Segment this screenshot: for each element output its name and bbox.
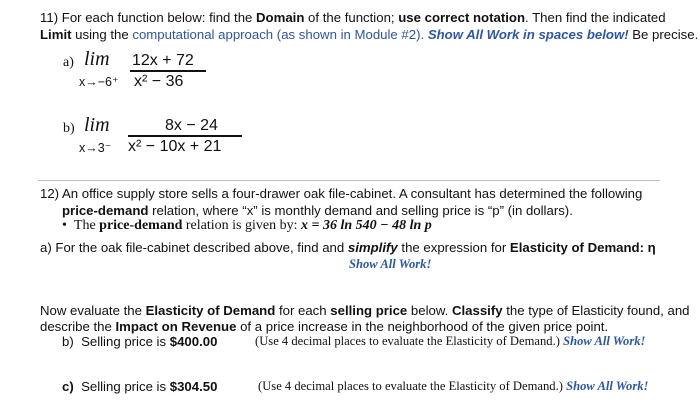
q11b-approach: x→3⁻ xyxy=(79,141,112,155)
q12-eval-line xyxy=(40,302,690,319)
q11a-fraction-bar xyxy=(130,70,206,72)
q12-impact-bold: Impact on Revenue xyxy=(115,319,237,334)
q11-show-work: Show All Work in spaces below! xyxy=(427,27,629,42)
q12-simplify-bold: simplify xyxy=(347,240,398,255)
q12-text: relation is given by: xyxy=(182,218,301,233)
q11b-lim: lim xyxy=(84,114,110,136)
q11a-denominator: x² − 36 xyxy=(134,73,184,90)
q12-text: An office supply store sells a four-drawer oak file-cabinet. A consultant has determined the following xyxy=(62,186,643,201)
q11-notation-bold: use correct notation xyxy=(398,10,526,25)
q12-elasticity-bold: Elasticity of Demand xyxy=(145,303,276,318)
q12-text: relation, where “x” is monthly demand and selling price is “p” (in dollars). xyxy=(148,203,573,218)
q12-text: of a price increase in the neighborhood of the given price point. xyxy=(236,319,609,334)
q12-text: Selling price is xyxy=(81,379,170,394)
q11a-lim: lim xyxy=(84,48,110,70)
q12-number: 12) xyxy=(40,186,60,201)
q11-text: using the xyxy=(71,27,133,42)
q12b-show-work: Show All Work! xyxy=(563,334,646,348)
q12-text: describe the xyxy=(40,319,116,334)
q12c-show-work: Show All Work! xyxy=(566,379,649,393)
q12-text: Selling price is xyxy=(81,334,170,349)
q11b-fraction-bar xyxy=(128,135,242,137)
q12a-line xyxy=(40,239,656,256)
q12-text: below. xyxy=(407,303,452,318)
q12-line1 xyxy=(40,185,642,202)
q12c-label: c) xyxy=(62,379,74,394)
q12c-price: $304.50 xyxy=(169,379,218,394)
q11-approach-blue: computational approach xyxy=(132,27,274,42)
q12c-note xyxy=(258,379,648,394)
q11a-label: a) xyxy=(63,55,74,70)
q11-module-blue: (as shown in Module #2). xyxy=(273,27,428,42)
q11-domain-bold: Domain xyxy=(256,10,305,25)
q11b-numerator: 8x − 24 xyxy=(165,117,218,134)
q12-line2 xyxy=(62,202,573,219)
q11-text: of the function; xyxy=(304,10,399,25)
q12b-label: b) xyxy=(62,334,74,349)
q11-limit-bold: Limit xyxy=(40,27,72,42)
q12-text: The xyxy=(73,218,100,233)
q12-text: for each xyxy=(275,303,331,318)
q11-number: 11) xyxy=(40,10,59,25)
q12-text: the expression for xyxy=(397,240,510,255)
q11-text: For each function below: find the xyxy=(61,10,257,25)
q12-text: a) For the oak file-cabinet described above, find and xyxy=(40,240,348,255)
q11b-denominator: x² − 10x + 21 xyxy=(128,138,222,155)
q11-line2 xyxy=(40,26,698,43)
q12c-note-text: (Use 4 decimal places to evaluate the Elasticity of Demand.) xyxy=(258,379,567,393)
q11b-label: b) xyxy=(63,121,75,136)
q11-text: Be precise. xyxy=(628,27,699,42)
q12-bullet-line xyxy=(62,218,432,234)
bullet-icon: • xyxy=(62,218,67,233)
q12c-line xyxy=(62,378,217,395)
q12-selling-price-bold: selling price xyxy=(330,303,408,318)
q12-elasticity-bold: Elasticity of Demand: η xyxy=(509,240,656,255)
q12a-show-work: Show All Work! xyxy=(349,257,432,271)
q12-text: the type of Elasticity found, and xyxy=(502,303,690,318)
q12-text: Now evaluate the xyxy=(40,303,146,318)
q12-price-demand-bold: price-demand xyxy=(99,218,183,233)
q12-classify-bold: Classify xyxy=(451,303,503,318)
q11-line1 xyxy=(40,9,666,26)
q11-text: . Then find the indicated xyxy=(525,10,666,25)
section-divider xyxy=(38,180,660,181)
q11a-numerator: 12x + 72 xyxy=(132,52,194,69)
q12b-price: $400.00 xyxy=(169,334,218,349)
q12b-line xyxy=(62,333,217,350)
q12-equation: x = 36 ln 540 − 48 ln p xyxy=(300,218,432,233)
q12b-note-text: (Use 4 decimal places to evaluate the Elasticity of Demand.) xyxy=(255,334,564,348)
q11a-approach: x→−6⁺ xyxy=(79,75,119,89)
q12b-note xyxy=(255,334,645,349)
q12-price-demand-bold: price-demand xyxy=(62,203,149,218)
